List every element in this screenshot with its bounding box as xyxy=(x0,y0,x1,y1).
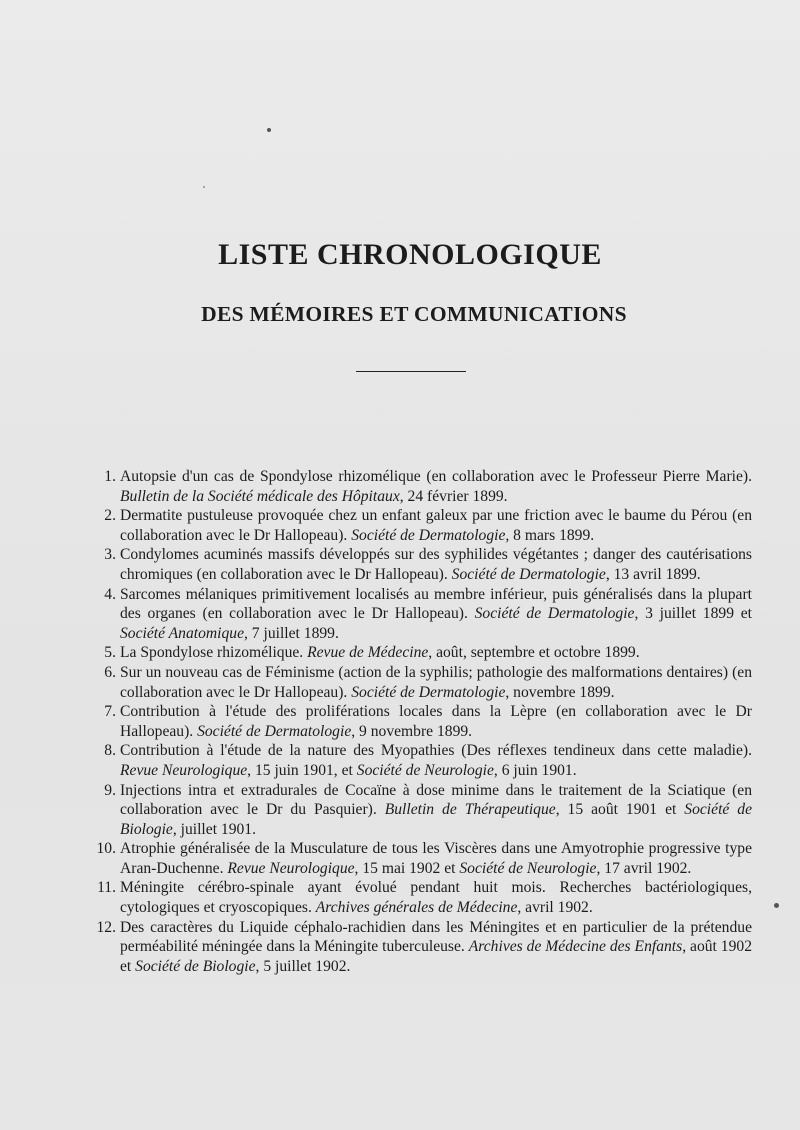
list-item xyxy=(88,878,752,917)
entry-text-segment: Méningite cérébro-spinale ayant évolué pendant huit mois. Recherches bactériologiques, cytologiques et cryoscopiques. xyxy=(120,879,752,917)
publication-source: Archives de Médecine des Enfants xyxy=(468,938,683,956)
entry-text-segment: Autopsie d'un cas de Spondylose rhizomélique (en collaboration avec le Professeur Pierre Marie). xyxy=(120,468,752,485)
entry-text xyxy=(120,506,752,545)
publication-source: Société de Neurologie xyxy=(459,859,597,877)
entry-text xyxy=(120,878,752,917)
entry-number: 2. xyxy=(104,507,116,525)
list-item xyxy=(88,467,752,506)
entry-text-segment: Contribution à l'étude de la nature des Myopathies (Des réflexes tendineux dans cette maladie). xyxy=(120,742,752,760)
entry-text-segment: La Spondylose rhizomélique. xyxy=(120,644,308,662)
entry-text-segment: , 13 avril 1899. xyxy=(605,565,701,583)
publication-source: Société de Dermatologie xyxy=(197,722,352,740)
title-divider xyxy=(356,371,466,372)
publication-source: Société Anatomique xyxy=(120,624,244,642)
entry-text-segment: Injections intra et extradurales de Cocaïne à dose minime dans le traitement de la Sciatique (en collaboration avec le Dr du Pasquier). xyxy=(120,781,752,819)
entry-text-segment: , 15 mai 1902 et xyxy=(354,859,460,877)
publication-source: Société de Dermatologie xyxy=(351,683,506,701)
publication-source: Archives générales de Médecine xyxy=(315,899,518,917)
entry-text-segment: Contribution à l'étude des proliférations locales dans la Lèpre (en collaboration avec le Dr Hallopeau). xyxy=(120,703,752,740)
list-item xyxy=(88,839,752,878)
list-item xyxy=(88,781,752,840)
entry-number: 8. xyxy=(104,742,116,760)
entry-number: 9. xyxy=(104,781,116,799)
entry-text-segment: , juillet 1901. xyxy=(172,820,257,838)
publication-source: Société de Biologie xyxy=(135,957,256,975)
entry-text-segment: Sarcomes mélaniques primitivement localisés au membre inférieur, puis généralisés dans la plupart des organes (en collaboration avec le Dr Hallopeau). xyxy=(120,585,752,623)
publication-source: Revue de Médecine xyxy=(307,644,429,662)
entry-text-segment: , 7 juillet 1899. xyxy=(244,624,339,642)
entry-number: 12. xyxy=(96,918,116,936)
entry-text-segment: , 17 avril 1902. xyxy=(596,859,692,877)
publication-source: Société de Biologie xyxy=(120,801,753,838)
entry-text xyxy=(120,781,752,840)
publication-source: Bulletin de la Société médicale des Hôpitaux xyxy=(120,487,400,505)
list-item xyxy=(88,643,752,663)
publication-list xyxy=(88,467,752,976)
entry-text-segment: , 24 février 1899. xyxy=(399,487,508,505)
entry-text-segment: , 15 août 1901 et xyxy=(555,801,685,819)
entry-number: 3. xyxy=(104,546,116,564)
list-item xyxy=(88,741,752,780)
entry-number: 1. xyxy=(104,468,116,485)
entry-text-segment: , 3 juillet 1899 et xyxy=(634,605,752,623)
entry-text-segment: , 6 juin 1901. xyxy=(493,761,577,779)
list-item xyxy=(88,545,752,584)
page-title: LISTE CHRONOLOGIQUE xyxy=(218,238,602,271)
publication-source: Société de Dermatologie xyxy=(451,565,606,583)
entry-text xyxy=(120,585,752,644)
entry-text-segment: Sur un nouveau cas de Féminisme (action de la syphilis; pathologie des malformations dentaires) (en collaboration avec le Dr Hallopeau). xyxy=(120,663,752,701)
entry-text-segment: , août 1902 et xyxy=(120,938,752,975)
publication-source: Revue Neurologique xyxy=(227,859,355,877)
entry-number: 5. xyxy=(104,644,116,662)
entry-text xyxy=(120,839,752,878)
entry-text-segment: Dermatite pustuleuse provoquée chez un enfant galeux par une friction avec le baume du Pérou (en collaboration avec le Dr Hallopeau). xyxy=(120,507,752,544)
publication-source: Société de Dermatologie, xyxy=(351,526,510,544)
list-item xyxy=(88,585,752,644)
entry-number: 10. xyxy=(96,840,116,858)
entry-text xyxy=(120,643,752,663)
list-item xyxy=(88,506,752,545)
publication-source: Revue Neurologique xyxy=(120,761,248,779)
entry-text-segment: Condylomes acuminés massifs développés sur des syphilides végétantes ; danger des cautérisations chromiques (en collaboration avec le Dr Hallopeau). xyxy=(120,546,752,583)
entry-text-segment: Des caractères du Liquide céphalo-rachidien dans les Méningites et en particulier de la prétendue perméabilité méningée dans la Méningite tuberculeuse. xyxy=(120,918,752,956)
entry-number: 6. xyxy=(104,663,116,681)
page-subtitle: DES MÉMOIRES ET COMMUNICATIONS xyxy=(201,302,627,326)
entry-text-segment: , 5 juillet 1902. xyxy=(255,957,351,975)
paper-speck xyxy=(203,186,205,188)
entry-number: 7. xyxy=(104,703,116,721)
entry-text xyxy=(120,702,752,741)
entry-number: 4. xyxy=(104,585,116,603)
list-item xyxy=(88,663,752,702)
publication-source: Société de Dermatologie xyxy=(474,605,635,623)
entry-text-segment: , 9 novembre 1899. xyxy=(351,722,473,740)
list-item xyxy=(88,918,752,977)
publication-source: Société de Neurologie xyxy=(356,761,494,779)
entry-text xyxy=(120,741,752,780)
paper-speck xyxy=(774,903,779,908)
entry-text-segment: , août, septembre et octobre 1899. xyxy=(428,644,640,662)
entry-text-segment: 8 mars 1899. xyxy=(509,526,595,544)
entry-text xyxy=(120,545,752,584)
entry-text xyxy=(120,663,752,702)
entry-text-segment: Atrophie généralisée de la Musculature de tous les Viscères dans une Amyotrophie progressive type Aran-Duchenne. xyxy=(120,840,752,877)
entry-text-segment: , 15 juin 1901, et xyxy=(247,761,357,779)
list-item xyxy=(88,702,752,741)
entry-text xyxy=(120,918,752,977)
entry-text-segment: , novembre 1899. xyxy=(505,683,615,701)
entry-number: 11. xyxy=(97,879,116,897)
publication-source: Bulletin de Thérapeutique xyxy=(384,801,556,819)
entry-text-segment: , avril 1902. xyxy=(517,899,593,917)
paper-speck xyxy=(267,128,271,132)
entry-text xyxy=(120,467,752,506)
